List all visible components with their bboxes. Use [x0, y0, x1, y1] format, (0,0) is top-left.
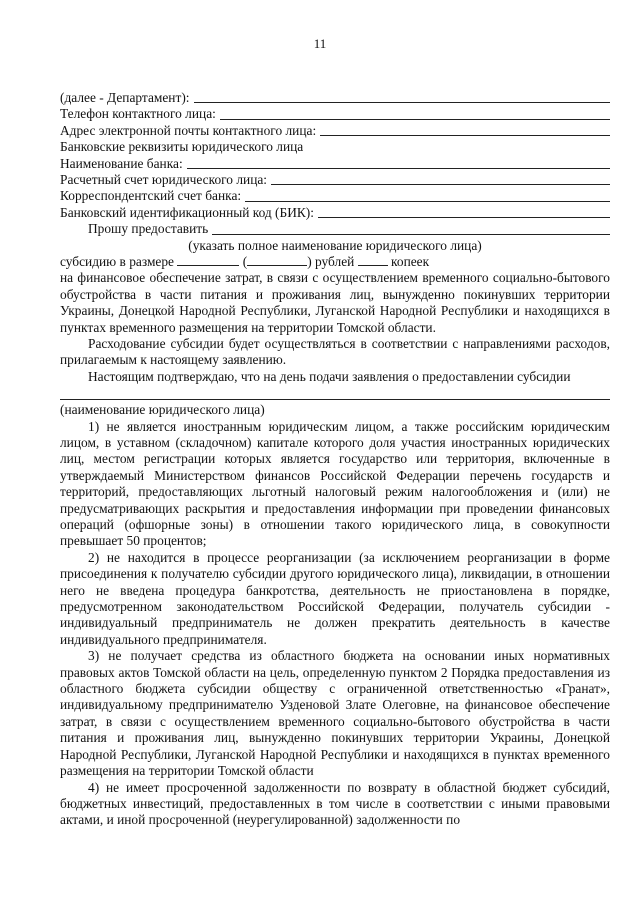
field-settlement-account [60, 172, 610, 188]
subsidy-amount-label: субсидию в размере [60, 253, 175, 269]
bank-name-input-line[interactable] [187, 168, 610, 169]
department-input-line[interactable] [194, 102, 611, 103]
field-corr-account [60, 188, 610, 204]
field-label: Банковские реквизиты юридического лица [60, 139, 304, 155]
subsidy-amount-words-input-line[interactable] [247, 254, 307, 266]
bik-input-line[interactable] [318, 217, 610, 218]
request-label: Прошу предоставить [88, 221, 209, 237]
subsidy-amount-row [60, 254, 610, 270]
field-label: Наименование банка: [60, 155, 183, 171]
corr-account-input-line[interactable] [245, 201, 610, 202]
settlement-account-input-line[interactable] [271, 184, 610, 185]
paren-open: ( [242, 253, 248, 269]
entity-name-input-line[interactable] [212, 234, 610, 235]
condition-item-4: 4) не имеет просроченной задолженности по возврату в областной бюджет субсидий, бюджетных инвестиций, предоставленных в том числе в соответствии с иными правовыми актами, и иной просроченной (неурегулированной) задолженности по [60, 779, 610, 828]
request-row [60, 221, 610, 237]
contact-phone-input-line[interactable] [220, 119, 610, 120]
kopeks-label: копеек [391, 253, 430, 269]
field-label: Банковский идентификационный код (БИК): [60, 204, 314, 220]
condition-item-2: 2) не находится в процессе реорганизации (за исключением реорганизации в форме присоединения к получателю субсидии другого юридического лица), ликвидации, в отношении него не введена процедура банкротства, деятельность не приостановлена в порядке, предусмотренном законодательством Российской Федерации, получатель субсидии - индивидуальный предприниматель не должен прекратить деятельность в качестве индивидуального предпринимателя. [60, 549, 610, 647]
purpose-paragraph: на финансовое обеспечение затрат, в связи с осуществлением временного социально-бытового обустройства в части питания и проживания лиц, вынужденно покинувших территории Украины, Донецкой Народной Республики, Луганской Народной Республики и находящихся в пунктах временного размещения на территории Томской области. [60, 270, 610, 335]
condition-item-1: 1) не является иностранным юридическим лицом, а также российским юридическим лицом, в уставном (складочном) капитале которого доля участия иностранных юридических лиц, местом регистрации которых является государство или территория, включенные в утверждаемый Министерством финансов Российской Федерации перечень государств и территорий, предоставляющих льготный налоговый режим налогообложения и (или) не предусматривающих раскрытия и предоставления информации при проведении финансовых операций (офшорные зоны) в отношении такого юридического лица, в совокупности превышает 50 процентов; [60, 418, 610, 549]
page-number: 11 [313, 36, 327, 51]
field-contact-phone [60, 106, 610, 122]
field-label: (далее - Департамент): [60, 89, 190, 105]
contact-email-input-line[interactable] [320, 135, 610, 136]
kopeks-input-line[interactable] [358, 254, 388, 266]
entity-name-confirm-input-line[interactable] [60, 385, 610, 400]
field-label: Телефон контактного лица: [60, 106, 216, 122]
field-label: Корреспондентский счет банка: [60, 188, 242, 204]
bank-details-heading [60, 139, 610, 155]
rubles-label: ) рублей [307, 253, 355, 269]
subsidy-amount-input-line[interactable] [177, 254, 239, 266]
field-label: Расчетный счет юридического лица: [60, 171, 268, 187]
field-department [60, 90, 610, 106]
field-bank-name [60, 156, 610, 172]
field-label: Адрес электронной почты контактного лица: [60, 122, 317, 138]
expenses-paragraph: Расходование субсидии будет осуществляться в соответствии с направлениями расходов, прилагаемым к настоящему заявлению. [60, 335, 610, 368]
confirm-paragraph: Настоящим подтверждаю, что на день подачи заявления о предоставлении субсидии [88, 368, 571, 384]
request-hint: (указать полное наименование юридического лица) [188, 237, 482, 253]
application-form [60, 90, 610, 829]
field-bik [60, 205, 610, 221]
condition-item-3: 3) не получает средства из областного бюджета на основании иных нормативных правовых актов Томской области на цель, определенную пунктом 2 Порядка предоставления из областного бюджета субсидии обществу с ограниченной ответственностью «Гранат», индивидуальному предпринимателю Узденовой Злате Олеговне, на финансовое обеспечение затрат, в связи с осуществлением временного социально-бытового обустройства в части питания и проживания лиц, вынужденно покинувших территории Украины, Донецкой Народной Республики, Луганской Народной Республики и находящихся в пунктах временного размещения на территории Томской области [60, 648, 610, 779]
field-contact-email [60, 123, 610, 139]
entity-hint: (наименование юридического лица) [60, 402, 265, 418]
